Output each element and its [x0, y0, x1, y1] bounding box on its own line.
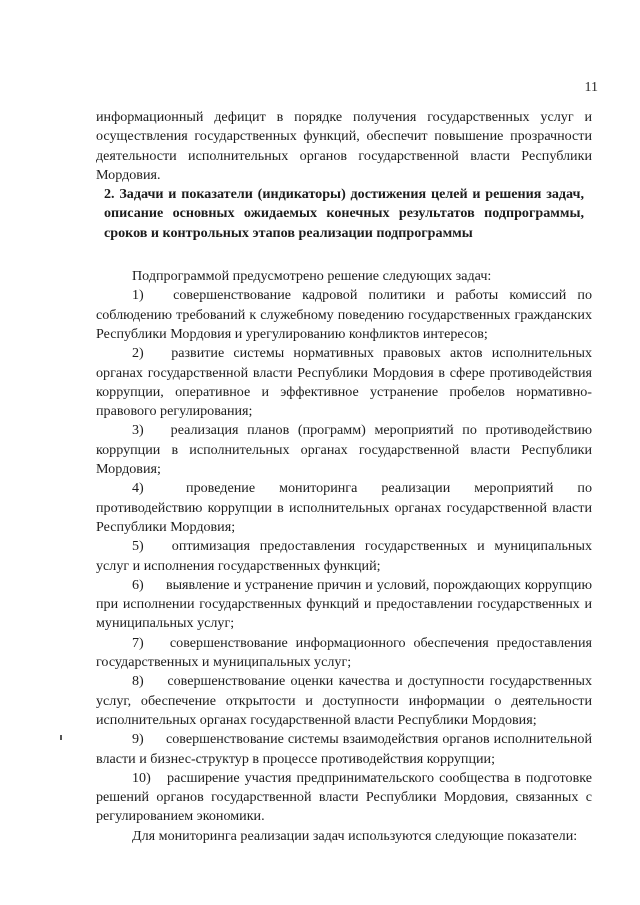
task-number: 9): [132, 731, 144, 748]
task-text: проведение мониторинга реализации мероприятий по противодействию коррупции в исполнительных органах государственной власти Республики Мордовия;: [96, 480, 592, 535]
task-number: 4): [132, 480, 144, 497]
task-text: реализация планов (программ) мероприятий по противодействию коррупции в исполнительных органах государственной власти Республики Мордовия;: [96, 422, 592, 478]
task-item: [96, 286, 592, 344]
document-body: [96, 108, 592, 846]
task-list: [96, 286, 592, 826]
task-number: 3): [132, 422, 144, 439]
task-text: расширение участия предпринимательского сообщества в подготовке решений органов государственной власти Республики Мордовия, связанных с регулированием экономики.: [96, 769, 592, 825]
task-item: [96, 576, 592, 634]
heading-spacer: [96, 243, 592, 267]
closing-paragraph: Для мониторинга реализации задач используются следующие показатели:: [132, 827, 578, 844]
task-text: развитие системы нормативных правовых актов исполнительных органах государственной власти Республики Мордовия в сфере противодействия коррупции, оперативное и эффективное устранение пробелов нормативно-правового регулирования;: [96, 345, 592, 420]
task-number: 7): [132, 634, 144, 651]
task-number: 1): [132, 287, 144, 304]
task-item: [96, 730, 592, 769]
task-item: [96, 672, 592, 730]
page-number: 11: [584, 80, 598, 95]
task-item: [96, 634, 592, 673]
task-number: 5): [132, 538, 144, 555]
task-number: 2): [132, 345, 144, 362]
task-text: совершенствование оценки качества и доступности государственных услуг, обеспечение открытости и доступности информации о деятельности исполнительных органах государственной власти Республики Мордовия;: [96, 673, 592, 728]
task-item: [96, 421, 592, 479]
task-item: [96, 537, 592, 576]
task-text: выявление и устранение причин и условий, порождающих коррупцию при исполнении государственных функций и предоставлении государственных и муниципальных услуг;: [96, 576, 592, 632]
task-number: 6): [132, 576, 144, 593]
scan-artifact-mark: [60, 735, 62, 740]
task-number: 8): [132, 673, 144, 690]
task-text: оптимизация предоставления государственных и муниципальных услуг и исполнения государственных функций;: [96, 538, 592, 574]
task-item: [96, 479, 592, 537]
section-heading: 2. Задачи и показатели (индикаторы) достижения целей и решения задач, описание основных ожидаемых конечных результатов подпрограммы, сроков и контрольных этапов реализации подпрограммы: [104, 186, 584, 241]
task-item: [96, 344, 592, 421]
task-number: 10): [132, 769, 151, 786]
intro-paragraph: информационный дефицит в порядке получения государственных услуг и осуществления государственных функций, обеспечит повышение прозрачности деятельности исполнительных органов государственной власти Республики Мордовия.: [96, 109, 592, 183]
task-text: совершенствование системы взаимодействия органов исполнительной власти и бизнес-структур в процессе противодействия коррупции;: [96, 731, 592, 767]
task-item: [96, 769, 592, 827]
tasks-intro: Подпрограммой предусмотрено решение следующих задач:: [132, 268, 492, 285]
task-text: совершенствование кадровой политики и работы комиссий по соблюдению требований к служебному поведению государственных гражданских Республики Мордовия и урегулированию конфликтов интересов;: [96, 287, 592, 342]
task-text: совершенствование информационного обеспечения предоставления государственных и муниципальных услуг;: [96, 634, 592, 671]
